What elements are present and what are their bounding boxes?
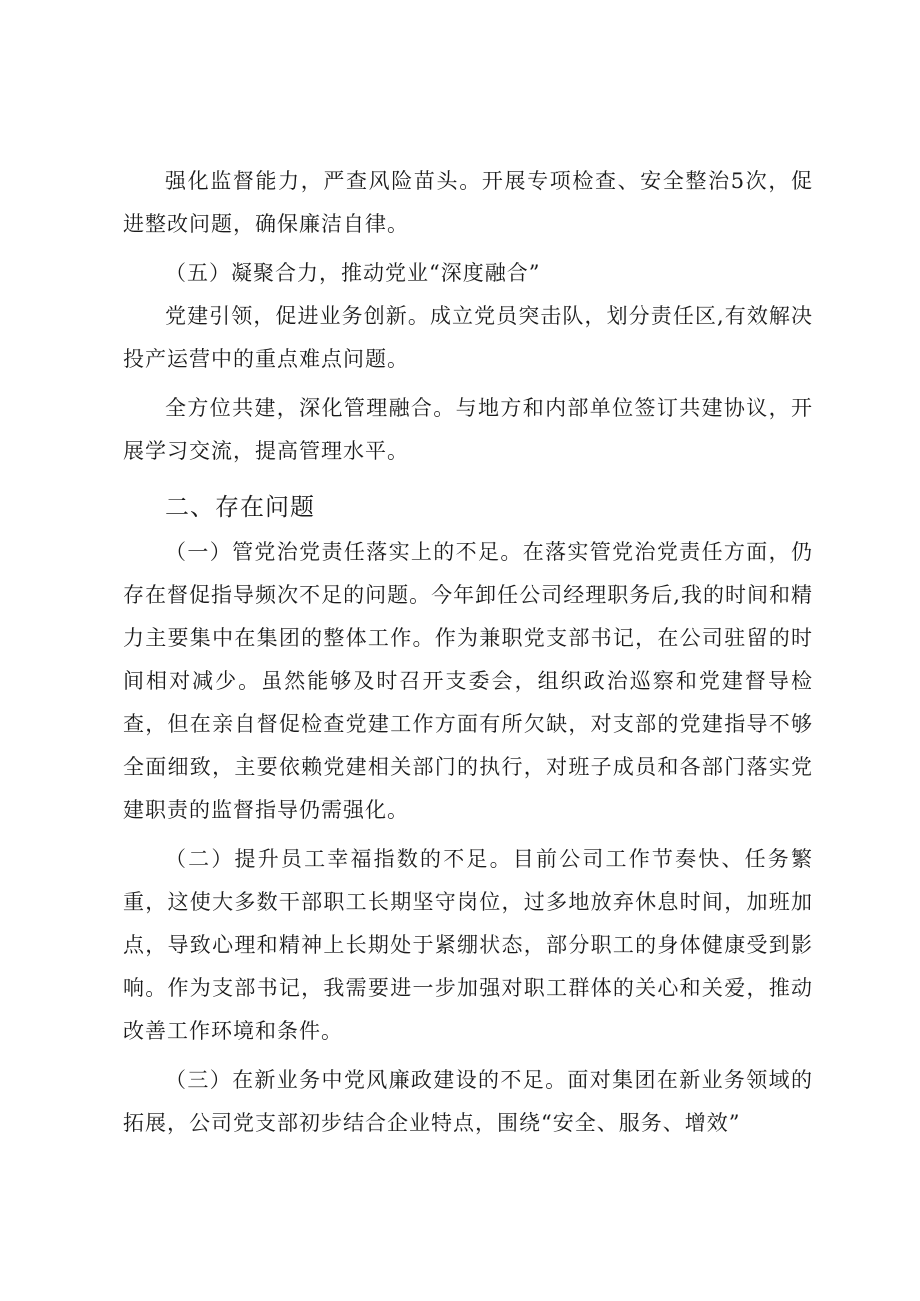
paragraph-party-led-innovation: 党建引领，促进业务创新。成立党员突击队，划分责任区,有效解决投产运营中的重点难点问题。 <box>123 304 813 371</box>
paragraph-supervision: 强化监督能力，严查风险苗头。开展专项检查、安全整治5次，促进整改问题，确保廉洁自律。 <box>123 169 813 236</box>
paragraph-problem-one: （一）管党治党责任落实上的不足。在落实管党治党责任方面，仍存在督促指导频次不足的问题。今年卸任公司经理职务后,我的时间和精力主要集中在集团的整体工作。作为兼职党支部书记，在公司驻留的时间相对减少。虽然能够及时召开支委会，组织政治巡察和党建督导检查，但在亲自督促检查党建工作方面有所欠缺，对支部的党建指导不够全面细致，主要依赖党建相关部门的执行，对班子成员和各部门落实党建职责的监督指导仍需强化。 <box>123 540 813 822</box>
subheading-five: （五）凝聚合力，推动党业“深度融合” <box>165 261 541 285</box>
paragraph-problem-three: （三）在新业务中党风廉政建设的不足。面对集团在新业务领域的拓展，公司党支部初步结合企业特点，围绕“安全、服务、增效” <box>123 1068 813 1135</box>
section-heading-problems: 二、存在问题 <box>165 493 315 521</box>
paragraph-problem-two: （二）提升员工幸福指数的不足。目前公司工作节奏快、任务繁重，这使大多数干部职工长期坚守岗位，过多地放弃休息时间，加班加点，导致心理和精神上长期处于紧绷状态，部分职工的身体健康受到影响。作为支部书记，我需要进一步加强对职工群体的关心和关爱，推动改善工作环境和条件。 <box>123 847 813 1043</box>
document-page <box>123 160 813 1145</box>
paragraph-joint-building: 全方位共建，深化管理融合。与地方和内部单位签订共建协议，开展学习交流，提高管理水平。 <box>123 396 813 463</box>
